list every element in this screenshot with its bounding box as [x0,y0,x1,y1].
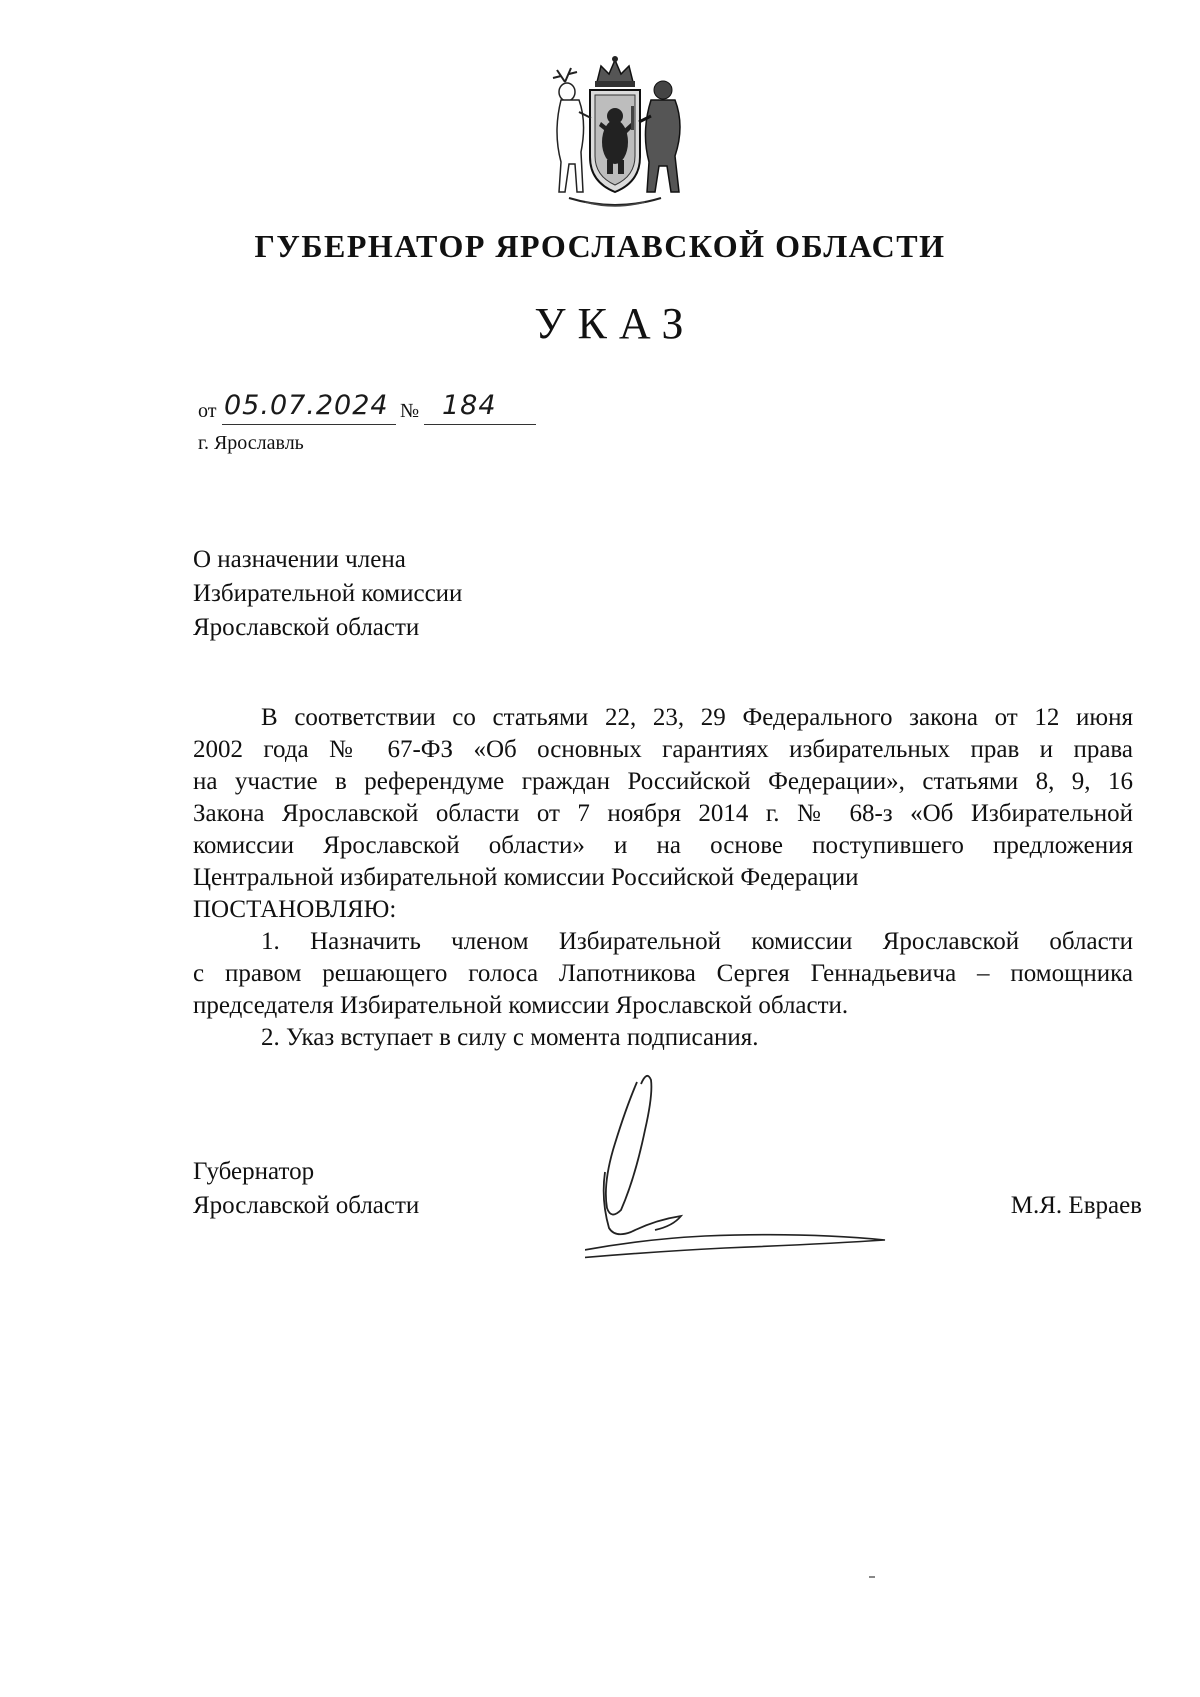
preamble [193,702,1133,894]
handwritten-signature [585,1060,955,1290]
resolve-word: ПОСТАНОВЛЯЮ: [193,896,397,923]
preamble-line: Центральной избирательной комиссии Российской Федерации [193,864,859,891]
date-label: от [198,400,217,422]
subject-line: О назначении члена [193,546,406,573]
preamble-line: на участие в референдуме граждан Российской Федерации», статьями 8, 9, 16 [193,768,1133,795]
preamble-line: комиссии Ярославской области» и на основе поступившего предложения [193,832,1133,859]
number-label: № [400,400,420,422]
preamble-line: 2002 года № 67-ФЗ «Об основных гарантиях избирательных прав и права [193,736,1133,763]
item-1-line: 1. Назначить членом Избирательной комиссии Ярославской области [261,928,1133,955]
item-1-line: председателя Избирательной комиссии Ярославской области. [193,992,849,1019]
date-value: 05.07.2024 [224,390,389,421]
subject-line: Избирательной комиссии [193,580,463,607]
number-value: 184 [442,390,497,421]
decree-body [193,702,1133,1054]
subject-line: Ярославской области [193,614,420,641]
preamble-line: Закона Ярославской области от 7 ноября 2014 г. № 68-з «Об Избирательной [193,800,1133,827]
organization-title: ГУБЕРНАТОР ЯРОСЛАВСКОЙ ОБЛАСТИ [254,228,946,264]
item-1 [193,926,1133,1022]
decree-subject [193,543,462,645]
number-underline [424,424,536,425]
item-2: 2. Указ вступает в силу с момента подписания. [261,1024,759,1051]
signatory-position [193,1155,419,1223]
position-line: Ярославской области [193,1192,420,1219]
item-1-line: с правом решающего голоса Лапотникова Сергея Геннадьевича – помощника [193,960,1133,987]
yaroslavl-coat-of-arms-icon [535,52,695,212]
date-number-line [198,390,538,425]
scan-speck [869,1576,875,1578]
date-underline [222,424,396,425]
signatory-name: М.Я. Евраев [1010,1192,1142,1219]
position-line: Губернатор [193,1158,315,1185]
document-type: УКАЗ [534,299,696,348]
city: г. Ярославль [198,432,304,454]
preamble-line: В соответствии со статьями 22, 23, 29 Федерального закона от 12 июня [261,704,1133,731]
